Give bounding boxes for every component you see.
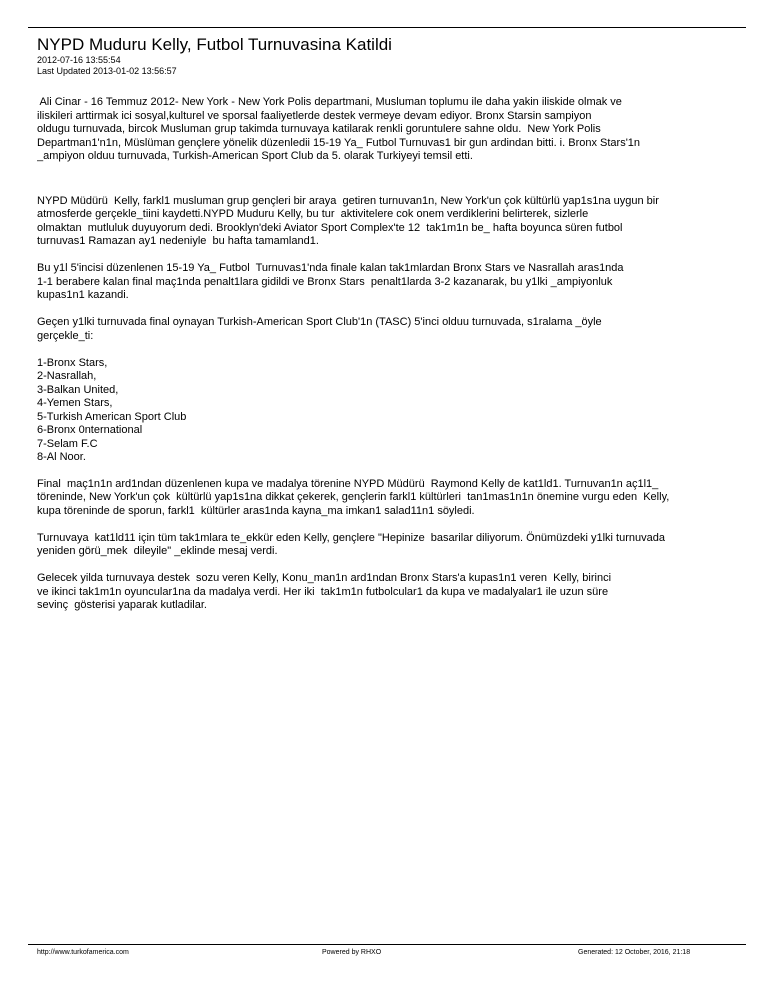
- paragraph-ranking-intro: [37, 316, 768, 343]
- paragraph-intro: [37, 96, 768, 164]
- footer-rule: [28, 944, 746, 945]
- text-line: iliskileri arttirmak ici sosyal,kulturel ve sporsal faaliyetlerde destek vermeye devam ediyor. Bronx Starsin sampiyon: [37, 109, 592, 122]
- ranking-list: [37, 357, 768, 465]
- text-line: 1-1 berabere kalan final maç1nda penalt1lara gidildi ve Bronx Stars penalt1larda 3-2 kazanarak, bu y1lki _ampiyonluk: [37, 275, 613, 288]
- list-item: 2-Nasrallah,: [37, 370, 97, 382]
- article-title: NYPD Muduru Kelly, Futbol Turnuvasina Katildi: [37, 35, 392, 54]
- article-body: [37, 96, 768, 613]
- last-updated-date: Last Updated 2013-01-02 13:56:57: [37, 66, 177, 76]
- text-line: Final maç1n1n ard1ndan düzenlenen kupa ve madalya törenine NYPD Müdürü Raymond Kelly de kat1ld1. Turnuvan1n aç1l1_: [37, 477, 659, 490]
- text-line: Bu y1l 5'incisi düzenlenen 15-19 Ya_ Futbol Turnuvas1'nda finale kalan tak1mlardan Bronx Stars ve Nasrallah aras1nda: [37, 262, 624, 274]
- text-line: kupas1n1 kazandi.: [37, 289, 129, 301]
- text-line: yeniden görü_mek dileyile" _eklinde mesaj verdi.: [37, 545, 278, 557]
- list-item: 8-Al Noor.: [37, 451, 86, 463]
- paragraph-message: [37, 532, 768, 559]
- list-item: 6-Bronx 0nternational: [37, 424, 143, 436]
- text-line: Departman1'n1n, Müslüman gençlere yönelik düzenledii 15-19 Ya_ Futbol Turnuvas1 bir gun ardindan bitti. i. Bronx Stars'1n: [37, 136, 641, 149]
- created-date: 2012-07-16 13:55:54: [37, 55, 121, 65]
- text-line: NYPD Müdürü Kelly, farkl1 musluman grup gençleri bir araya getiren turnuvan1n, New York'un çok kültürlü yap1s1na uygun bir: [37, 194, 659, 207]
- text-line: _ampiyon olduu turnuvada, Turkish-American Sport Club da 5. olarak Turkiyeyi temsil etti.: [37, 150, 473, 162]
- text-line: sevinç gösterisi yaparak kutladilar.: [37, 599, 207, 611]
- paragraph-final-result: [37, 262, 768, 303]
- footer-generated-date: Generated: 12 October, 2016, 21:18: [578, 949, 691, 956]
- footer-powered-by: Powered by RHXO: [322, 949, 382, 956]
- text-line: olmaktan mutluluk duyuyorum dedi. Brooklyn'deki Aviator Sport Complex'te 12 tak1m1n be_ hafta boyunca süren futbol: [37, 221, 623, 234]
- text-line: Geçen y1lki turnuvada final oynayan Turkish-American Sport Club'1n (TASC) 5'inci olduu turnuvada, s1ralama _öyle: [37, 316, 602, 328]
- text-line: oldugu turnuvada, bircok Musluman grup takimda turnuvaya katilarak renkli goruntulere sahne oldu. New York Polis: [37, 123, 601, 135]
- text-line: gerçekle_ti:: [37, 329, 94, 342]
- text-line: Ali Cinar - 16 Temmuz 2012- New York - New York Polis departmani, Musluman toplumu ile daha yakin iliskide olmak ve: [37, 96, 622, 108]
- list-item: 5-Turkish American Sport Club: [37, 410, 187, 423]
- header-rule: [28, 27, 746, 28]
- text-line: töreninde, New York'un çok kültürlü yap1s1na dikkat çekerek, gençlerin farkl1 kültürleri tan1mas1n1n önemine vurgu eden Kelly,: [37, 491, 670, 503]
- text-line: kupa töreninde de sporun, farkl1 kültürler aras1nda kayna_ma imkan1 salad11n1 söyledi.: [37, 504, 475, 517]
- list-item: 3-Balkan United,: [37, 383, 119, 396]
- list-item: 7-Selam F.C: [37, 437, 98, 450]
- text-line: Turnuvaya kat1ld11 için tüm tak1mlara te_ekkür eden Kelly, gençlere "Hepinize basarilar diliyorum. Önümüzdeki y1lki turnuvada: [37, 531, 665, 544]
- footer-url: http://www.turkofamerica.com: [37, 949, 129, 956]
- list-item: 4-Yemen Stars,: [37, 397, 113, 409]
- list-item: 1-Bronx Stars,: [37, 356, 108, 369]
- paragraph-ceremony: [37, 478, 768, 519]
- paragraph-kelly-statement: [37, 195, 768, 249]
- text-line: Gelecek yilda turnuvaya destek sozu veren Kelly, Konu_man1n ard1ndan Bronx Stars'a kupas1n1 veren Kelly, birinci: [37, 572, 612, 584]
- text-line: ve ikinci tak1m1n oyuncular1na da madalya verdi. Her iki tak1m1n futbolcular1 da kupa ve madalyalar1 ile uzun süre: [37, 585, 609, 598]
- text-line: atmosferde gerçekle_tiini kaydetti.NYPD Muduru Kelly, bu tur aktivitelere cok onem verdiklerini belirterek, sizlerle: [37, 208, 589, 220]
- paragraph-closing: [37, 572, 768, 613]
- text-line: turnuvas1 Ramazan ay1 nedeniyle bu hafta tamamland1.: [37, 235, 319, 247]
